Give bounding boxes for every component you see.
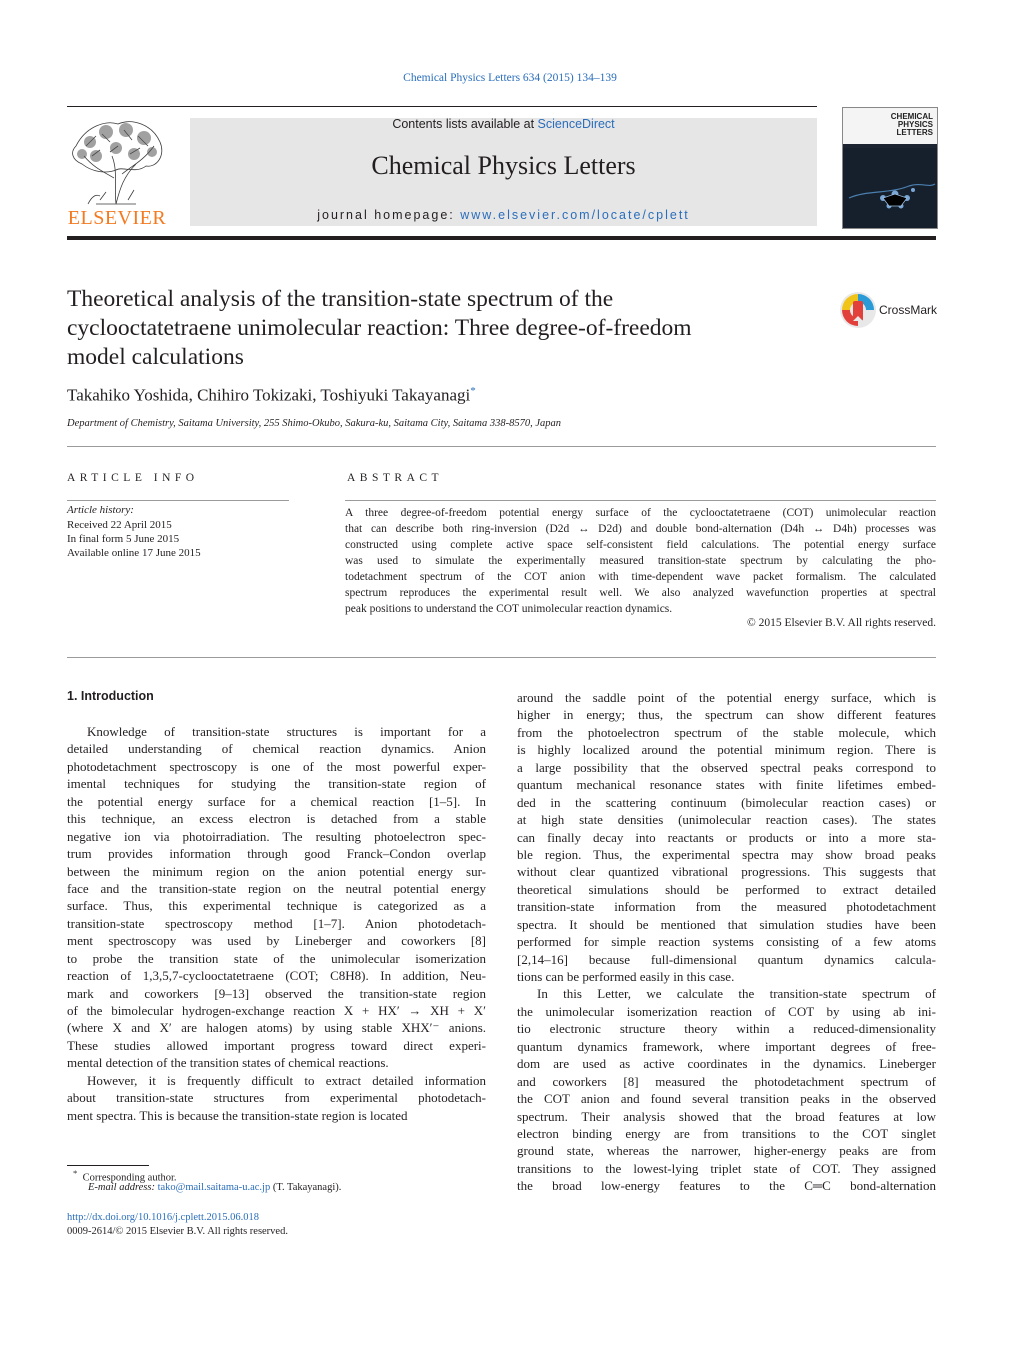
body-text-line: mental detection of the transition states of chemical reactions. [67, 1055, 389, 1071]
abstract-line: constructed using complete active space self-consistent field calculations. The potential energy surface [345, 539, 936, 551]
body-text-line: the COT anion and found several transition peaks in the observed [517, 1091, 936, 1107]
header-rule [67, 106, 817, 107]
body-text-line: theoretical simulations should be performed to extract detailed [517, 881, 936, 897]
abstract-line: was used to simulate the experimentally measured transition-state spectrum by calculating the pho- [345, 555, 936, 567]
footnote-email [88, 1182, 341, 1193]
body-text-line: spectra. It should be mentioned that simulation studies have been [517, 916, 936, 932]
body-text-line: transition-state information from the measured photodetachment [517, 899, 936, 915]
body-text-line: and coworkers [8] measured the photodetachment spectrum of [517, 1073, 936, 1089]
abstract-line: A three degree-of-freedom potential energy surface of the cyclooctatetraene (COT) unimolecular reaction [345, 507, 936, 519]
body-text-line: negative ion via photoirradiation. The resulting photoelectron spec- [67, 828, 486, 844]
body-text-line: ded in the scattering continuum (bimolecular reaction cases) or [517, 794, 936, 810]
body-text-line: transition-state spectroscopy method [1–7]. Anion photodetach- [67, 915, 486, 931]
journal-cover-thumbnail[interactable] [842, 107, 938, 229]
abstract-copyright: © 2015 Elsevier B.V. All rights reserved. [747, 617, 936, 629]
body-text-line: electron binding energy are from transitions to the COT singlet [517, 1125, 936, 1141]
email-label: E-mail address: [88, 1182, 158, 1193]
body-text-line: about transition-state structures from experimental photodetach- [67, 1090, 486, 1106]
article-title [67, 285, 827, 372]
header-thick-rule [67, 236, 936, 240]
issn-copyright: 0009-2614/© 2015 Elsevier B.V. All rights reserved. [67, 1226, 288, 1237]
history-online: Available online 17 June 2015 [67, 547, 201, 559]
authors: Takahiko Yoshida, Chihiro Tokizaki, Toshiyuki Takayanagi [67, 385, 471, 405]
body-text-line: this technique, an excess electron is detached from a stable [67, 811, 486, 827]
body-text-line: tions can be performed easily in this case. [517, 969, 735, 984]
body-text-line: around the saddle point of the potential energy surface, which is [517, 690, 936, 705]
body-text-line: ment spectra. This is because the transition-state region is located [67, 1107, 408, 1123]
body-text-line: is highly localized around the potential minimum region. There is [517, 742, 936, 758]
body-text-line: ground state, whereas the narrower, higher-energy peaks are from [517, 1143, 936, 1159]
abstract-rule [345, 500, 936, 501]
history-received: Received 22 April 2015 [67, 519, 172, 531]
homepage-link[interactable]: www.elsevier.com/locate/cplett [460, 208, 690, 222]
doi-link[interactable]: http://dx.doi.org/10.1016/j.cplett.2015.06.018 [67, 1212, 260, 1223]
abstract-line: that can describe both ring-inversion (D2d ↔ D2d) and double bond-alternation (D4h ↔ D4h) processes was [345, 523, 936, 535]
body-text-line: to probe the transition state of the unimolecular isomerization [67, 950, 486, 966]
body-text-line: ble region. Thus, the experimental spectra may show broad peaks [517, 846, 936, 862]
email-suffix: (T. Takayanagi). [270, 1182, 342, 1193]
journal-name: Chemical Physics Letters [371, 151, 636, 180]
body-text-line: mark and coworkers [9–13] observed the transition-state region [67, 985, 486, 1001]
body-text-line: the unimolecular isomerization reaction of COT by using ab ini- [517, 1003, 936, 1019]
cover-title-line: PHYSICS [897, 120, 933, 129]
crossmark-label[interactable]: CrossMark [879, 303, 938, 317]
sciencedirect-link[interactable]: ScienceDirect [537, 117, 615, 131]
contents-prefix: Contents lists available at [392, 117, 538, 131]
section-heading-introduction: 1. Introduction [67, 689, 154, 703]
divider [67, 657, 936, 658]
body-text-line: [2,14–16] because full-dimensional quantum dynamics calcula- [517, 951, 936, 967]
homepage-prefix: journal homepage: [317, 208, 461, 222]
abstract-heading: ABSTRACT [347, 472, 444, 484]
body-text-line: without clear quantized vibrational progressions. This suggests that [517, 864, 936, 880]
body-text-line: between the minimum region on the anion potential energy sur- [67, 863, 486, 879]
body-text-line: the broad low-energy features to the C═C bond-alternation [517, 1178, 936, 1194]
body-text-line: Knowledge of transition-state structures is important for a [87, 724, 486, 739]
body-text-line: a large possibility that the observed spectral peaks correspond to [517, 759, 936, 775]
body-text-line: imental techniques for studying the transition-state region of [67, 776, 486, 792]
elsevier-wordmark: ELSEVIER [67, 207, 167, 229]
title-line: Theoretical analysis of the transition-state spectrum of the [67, 286, 614, 312]
body-left-column [67, 723, 486, 1124]
body-text-line: at high state densities (unimolecular reaction cases). The states [517, 812, 936, 828]
article-info-heading: ARTICLE INFO [67, 472, 199, 484]
body-text-line: photodetachment spectroscopy is one of the most powerful exper- [67, 758, 486, 774]
body-text-line: surface. Thus, this experimental technique is categorized as a [67, 898, 486, 914]
abstract-line: peak positions to understand the COT unimolecular reaction dynamics. [345, 603, 673, 615]
history-final-form: In final form 5 June 2015 [67, 533, 180, 545]
cover-image [843, 148, 937, 228]
body-text-line: detailed understanding of chemical reaction dynamics. Anion [67, 741, 486, 757]
body-text-line: tio electronic structure theory within a reduced-dimensionality [517, 1021, 936, 1037]
article-history-label: Article history: [67, 504, 134, 516]
body-text-line: (where X and X′ are halogen atoms) by using stable XHX′⁻ anions. [67, 1020, 486, 1036]
corresponding-author-mark[interactable]: * [470, 385, 476, 397]
body-text-line: performed for simple reaction systems consisting of a few atoms [517, 934, 936, 950]
divider [67, 446, 936, 447]
body-text-line: the potential energy surface for a chemical reaction [1–5]. In [67, 793, 486, 809]
body-text-line: trum provides information through good Franck–Condon overlap [67, 846, 486, 862]
cover-title-line: CHEMICAL [890, 112, 933, 121]
title-line: cyclooctatetraene unimolecular reaction: Three degree-of-freedom [67, 315, 692, 341]
body-text-line: quantum dynamics framework, where important degrees of free- [517, 1038, 936, 1054]
cover-title-line: LETTERS [896, 128, 933, 137]
footnote-mark: * [73, 1168, 78, 1178]
body-text-line: These studies allowed important progress toward direct experi- [67, 1037, 486, 1053]
footnote-rule [67, 1165, 149, 1166]
corresponding-label: Corresponding author. [82, 1172, 177, 1184]
body-text-line: face and the transition-state region on the neutral potential energy [67, 880, 486, 896]
body-text-line: dom are used as active coordinates in the dynamics. Lineberger [517, 1056, 936, 1072]
article-info-rule [67, 500, 289, 501]
journal-homepage [190, 208, 817, 222]
title-line: model calculations [67, 344, 244, 370]
abstract-line: spectrum reproduces the experimental result well. We also analyzed wavefunction properties at spectral [345, 587, 936, 599]
author-list [67, 385, 476, 406]
body-text-line: ment spectroscopy was used by Lineberger and coworkers [8] [67, 933, 486, 949]
cover-title [891, 113, 933, 137]
body-text-line: However, it is frequently difficult to extract detailed information [87, 1072, 486, 1088]
body-text-line: higher in energy; thus, the spectrum can show different features [517, 707, 936, 723]
body-text-line: can finally decay into reactants or products or into a more sta- [517, 829, 936, 845]
body-text-line: reaction of 1,3,5,7-cyclooctatetraene (COT; C8H8). In addition, Neu- [67, 968, 486, 984]
body-text-line: spectrum. Their analysis showed that the broad features at low [517, 1108, 936, 1124]
crossmark-icon[interactable] [839, 291, 877, 329]
body-text-line: transitions to the lowest-lying triplet state of COT. They assigned [517, 1160, 936, 1176]
affiliation: Department of Chemistry, Saitama University, 255 Shimo-Okubo, Sakura-ku, Saitama City, Saitama 338-8570, Japan [67, 418, 562, 429]
body-text-line: In this Letter, we calculate the transition-state spectrum of [537, 986, 936, 1002]
email-link[interactable]: tako@mail.saitama-u.ac.jp [157, 1182, 271, 1193]
body-text-line: from the photoelectron spectrum of the stable molecule, which [517, 724, 936, 740]
body-text-line: of the bimolecular hydrogen-exchange reaction X + HX′ → XH + X′ [67, 1003, 486, 1018]
body-right-column [517, 689, 936, 1195]
journal-citation[interactable]: Chemical Physics Letters 634 (2015) 134–139 [403, 72, 617, 84]
abstract-line: todetachment spectrum of the COT anion with time-dependent wave packet formalism. The calculated [345, 571, 936, 583]
body-text-line: quantum mechanical resonance states with finite lifetimes embed- [517, 777, 936, 793]
contents-lists [190, 117, 817, 131]
